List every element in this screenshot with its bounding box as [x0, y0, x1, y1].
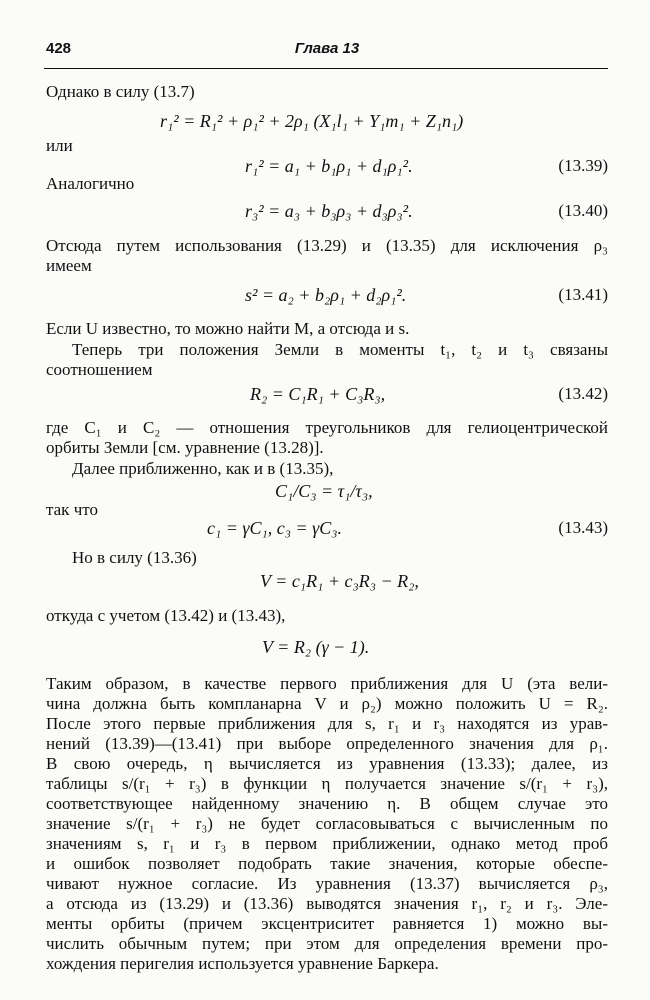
equation-13-42: R₂ = C₁R₁ + C₃R₃,: [250, 384, 386, 404]
text-line: чивают нужное согласие. Из уравнения (13.37) вычисляется ρ₃,: [46, 874, 608, 893]
equation-number: (13.40): [558, 201, 608, 220]
text-line: так что: [46, 500, 98, 519]
text-line: Аналогично: [46, 174, 135, 193]
text-line: менты орбиты (причем эксцентриситет равняется 1) можно вы-: [46, 914, 608, 933]
text-line: Однако в силу (13.7): [46, 82, 195, 101]
equation-number: (13.43): [558, 518, 608, 537]
equation-number: (13.39): [558, 156, 608, 175]
text-line: чина должна быть компланарна V и ρ₂) можно положить U = R₂.: [46, 694, 608, 713]
page-header: [46, 40, 608, 62]
page-number: 428: [46, 40, 72, 57]
text-line: и ошибок позволяет подобрать такие значения, которые обеспе-: [46, 854, 608, 873]
text-line: Далее приближенно, как и в (13.35),: [72, 459, 334, 478]
text-line: хождения перигелия используется уравнение Баркера.: [46, 954, 439, 973]
text-line: Отсюда путем использования (13.29) и (13.35) для исключения ρ₃: [46, 236, 608, 255]
text-line: а отсюда из (13.29) и (13.36) выводятся значения r₁, r₂ и r₃. Эле-: [46, 894, 608, 913]
text-line: или: [46, 136, 73, 155]
text-line: Но в силу (13.36): [72, 548, 197, 567]
text-line: После этого первые приближения для s, r₁ и r₃ находятся из урав-: [46, 714, 608, 733]
chapter-title: Глава 13: [294, 40, 360, 57]
equation-number: (13.42): [558, 384, 608, 403]
equation-v-second: V = R₂ (γ − 1).: [262, 637, 370, 657]
equation-v-first: V = c₁R₁ + c₃R₃ − R₂,: [260, 571, 419, 591]
equation-13-41: s² = a₂ + b₂ρ₁ + d₂ρ₁².: [245, 285, 407, 305]
text-line: откуда с учетом (13.42) и (13.43),: [46, 606, 286, 625]
text-line: значениям s, r₁ и r₃ в первом приближении, однако метод проб: [46, 834, 608, 853]
equation-13-40: r₃² = a₃ + b₃ρ₃ + d₃ρ₃².: [245, 201, 413, 221]
text-line: орбиты Земли [см. уравнение (13.28)].: [46, 438, 324, 457]
equation-c-ratio: C₁/C₃ = τ₁/τ₃,: [275, 481, 373, 501]
text-line: Теперь три положения Земли в моменты t₁, t₂ и t₃ связаны: [72, 340, 608, 359]
text-line: нений (13.39)—(13.41) при выборе определенного значения для ρ₁.: [46, 734, 608, 753]
text-line: значение s/(r₁ + r₃) не будет согласовываться с вычисленным по: [46, 814, 608, 833]
text-line: таблицы s/(r₁ + r₃) в функции η получается значение s/(r₁ + r₃),: [46, 774, 608, 793]
text-line: соответствующее найденному значению η. В общем случае это: [46, 794, 608, 813]
text-line: Если U известно, то можно найти M, а отсюда и s.: [46, 319, 410, 338]
equation-r1-expanded: r₁² = R₁² + ρ₁² + 2ρ₁ (X₁l₁ + Y₁m₁ + Z₁n₁): [160, 111, 464, 131]
text-line: В свою очередь, η вычисляется из уравнения (13.33); далее, из: [46, 754, 608, 773]
text-line: где C₁ и C₂ — отношения треугольников для гелиоцентрической: [46, 418, 608, 437]
text-line: имеем: [46, 256, 92, 275]
equation-13-43: c₁ = γC₁, c₃ = γC₃.: [207, 518, 342, 538]
text-line: числить обычным путем; при этом для определения времени про-: [46, 934, 608, 953]
text-line: Таким образом, в качестве первого приближения для U (эта вели-: [46, 674, 608, 693]
text-line: соотношением: [46, 360, 153, 379]
equation-13-39: r₁² = a₁ + b₁ρ₁ + d₁ρ₁².: [245, 156, 413, 176]
header-rule: [44, 68, 608, 69]
equation-number: (13.41): [558, 285, 608, 304]
